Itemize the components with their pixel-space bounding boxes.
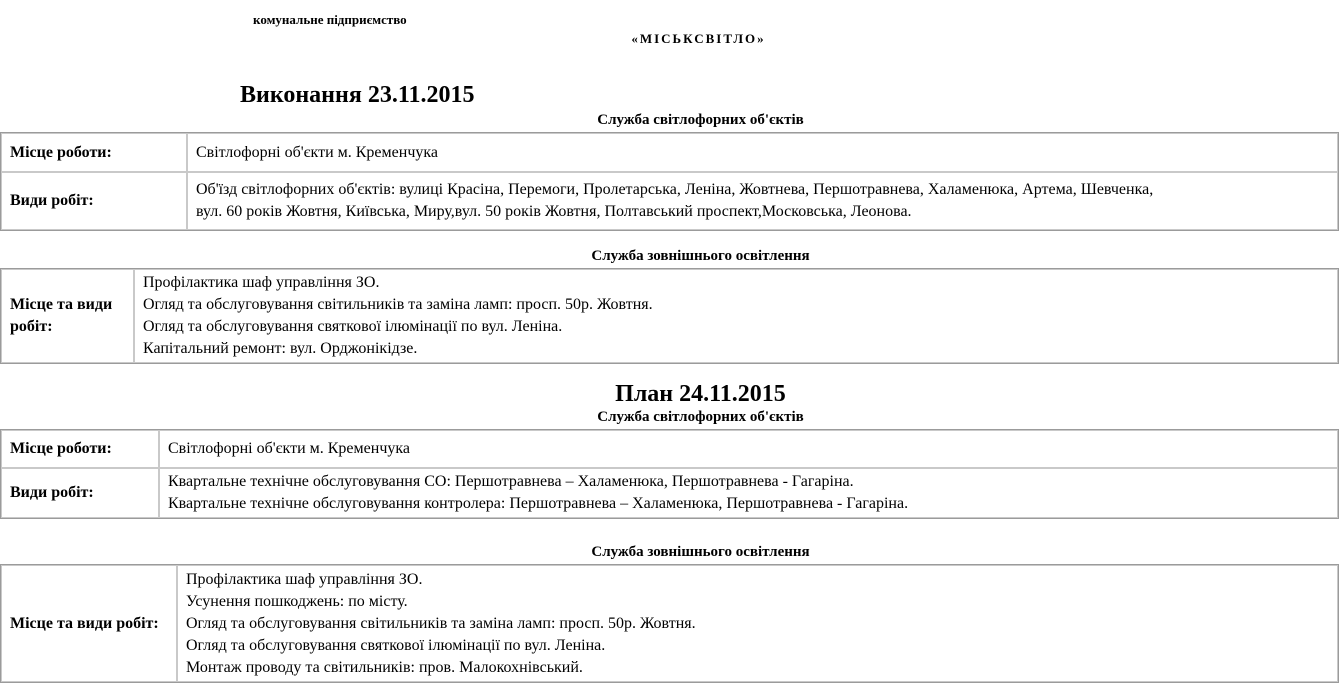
work-line: Квартальне технічне обслуговування СО: Першотравнева – Халаменюка, Першотравнева - Гагаріна. <box>168 473 854 490</box>
table-row <box>1 430 1338 468</box>
service-heading-traffic-plan: Служба світлофорних об'єктів <box>597 409 804 425</box>
work-line: Квартальне технічне обслуговування контролера: Першотравнева – Халаменюка, Першотравнева - Гагаріна. <box>168 495 909 512</box>
row-value <box>159 468 1338 518</box>
work-line: Огляд та обслуговування святкової ілюмінації по вул. Леніна. <box>143 318 563 335</box>
work-line: Профілактика шаф управління ЗО. <box>143 274 380 291</box>
work-line: Об'їзд світлофорних об'єктів: вулиці Красіна, Перемоги, Пролетарська, Леніна, Жовтнева, Першотравнева, Халаменюка, Артема, Шевченка, <box>196 181 1154 198</box>
org-type-label: комунальне підприємство <box>253 12 407 27</box>
work-line: вул. 60 років Жовтня, Київська, Миру,вул. 50 років Жовтня, Полтавський проспект,Московська, Леонова. <box>196 203 912 220</box>
work-line: Капітальний ремонт: вул. Орджонікідзе. <box>143 340 418 357</box>
row-value <box>159 430 1338 468</box>
service-heading-traffic-exec: Служба світлофорних об'єктів <box>597 112 804 128</box>
row-value <box>134 269 1338 363</box>
table-row <box>1 565 1338 682</box>
work-line: Усунення пошкоджень: по місту. <box>186 592 408 610</box>
org-name-label: «МІСЬКСВІТЛО» <box>631 31 766 46</box>
table-execution-outdoor <box>0 268 1339 364</box>
execution-title: Виконання 23.11.2015 <box>240 82 475 108</box>
row-label: Місце роботи: <box>1 133 187 172</box>
service-heading-outdoor-exec: Служба зовнішнього освітлення <box>591 248 810 264</box>
row-value <box>187 133 1338 172</box>
table-row <box>1 468 1338 518</box>
row-label: Місце та види робіт: <box>1 565 177 682</box>
row-label: Види робіт: <box>1 468 159 518</box>
work-line: Світлофорні об'єкти м. Кременчука <box>168 440 410 457</box>
service-heading-outdoor-plan: Служба зовнішнього освітлення <box>591 544 810 560</box>
work-line: Профілактика шаф управління ЗО. <box>186 570 423 588</box>
row-label: Види робіт: <box>1 172 187 230</box>
row-label: Місце та види робіт: <box>1 269 134 363</box>
table-row <box>1 133 1338 172</box>
row-value <box>187 172 1338 230</box>
table-row <box>1 269 1338 363</box>
plan-title: План 24.11.2015 <box>615 381 786 407</box>
row-label: Місце роботи: <box>1 430 159 468</box>
row-value <box>177 565 1338 682</box>
work-line: Світлофорні об'єкти м. Кременчука <box>196 143 438 161</box>
table-row <box>1 172 1338 230</box>
work-line: Огляд та обслуговування святкової ілюмінації по вул. Леніна. <box>186 636 606 654</box>
work-line: Огляд та обслуговування світильників та заміна ламп: просп. 50р. Жовтня. <box>186 614 696 632</box>
work-line: Огляд та обслуговування світильників та заміна ламп: просп. 50р. Жовтня. <box>143 296 653 313</box>
table-execution-traffic <box>0 132 1339 231</box>
work-line: Монтаж проводу та світильників: пров. Малокохнівський. <box>186 658 583 676</box>
table-plan-traffic <box>0 429 1339 519</box>
table-plan-outdoor <box>0 564 1339 683</box>
